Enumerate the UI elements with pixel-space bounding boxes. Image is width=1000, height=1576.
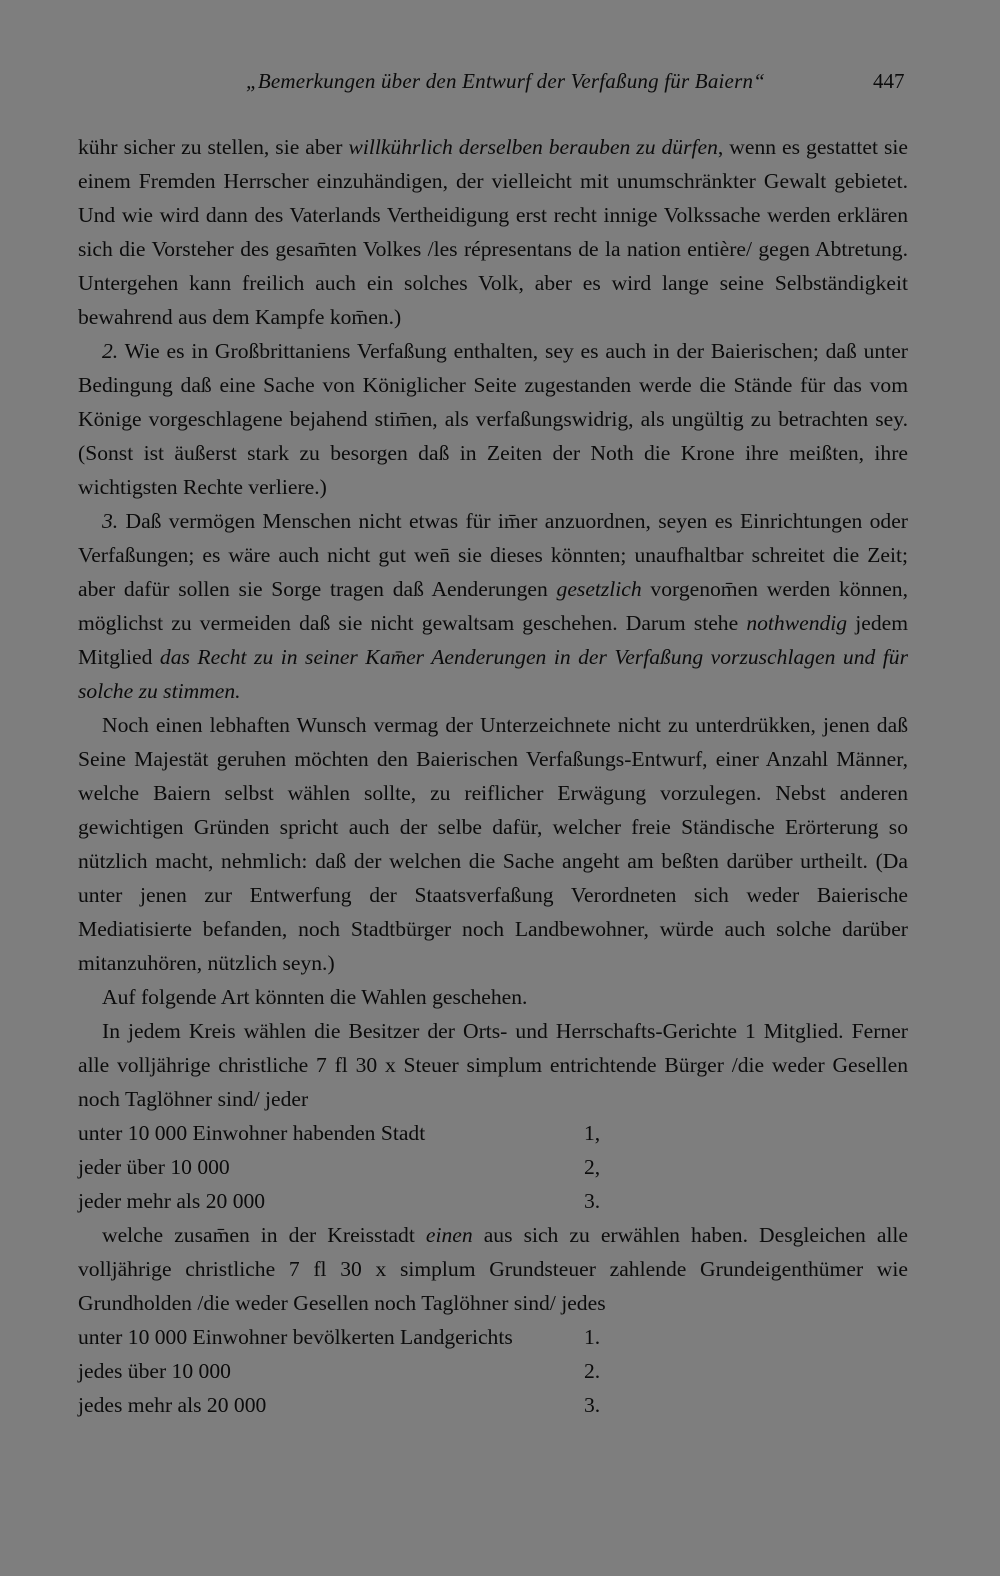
emphasis: einen [425, 1223, 473, 1247]
point-number: 3. [102, 509, 119, 533]
table-row: unter 10 000 Einwohner habenden Stadt 1, [78, 1121, 601, 1145]
emphasis: nothwendig [746, 611, 848, 635]
page-number: 447 [873, 69, 905, 93]
table-row: jeder über 10 000 2, [78, 1155, 601, 1179]
paragraph-6: In jedem Kreis wählen die Besitzer der Orts- und Herrschafts-Gerichte 1 Mitglied. Ferner alle volljährige christliche 7 fl 30 x Steuer simplum entrichtende Bürger /die weder Gesellen noch Taglöhner sind/ jeder [78, 1019, 908, 1111]
emphasis: das Recht zu in seiner Kam̄er Aenderungen in der Verfaßung vorzuschlagen und für solche zu stimmen. [78, 645, 909, 703]
emphasis: gesetzlich [556, 577, 642, 601]
running-head: „Bemerkungen über den Entwurf der Verfaßung für Baiern“ [246, 69, 766, 93]
page-header [0, 64, 1000, 98]
paragraph-5: Auf folgende Art könnten die Wahlen geschehen. [102, 985, 528, 1009]
paragraph-point-3: 3. Daß vermögen Menschen nicht etwas für im̄er anzuordnen, seyen es Einrichtungen oder Verfaßungen; es wäre auch nicht gut wen̄ sie dieses könnten; unaufhaltbar schreitet die Zeit; aber dafür sollen sie Sorge tragen daß Aenderungen gesetzlich vorgenom̄en werden können, möglichst zu vermeiden daß sie nicht gewaltsam geschehen. Darum stehe nothwendig jedem Mitglied das Recht zu in seiner Kam̄er Aenderungen in der Verfaßung vorzuschlagen und für solche zu stimmen. [78, 509, 909, 703]
table-row: jeder mehr als 20 000 3. [78, 1189, 601, 1213]
point-number: 2. [102, 339, 119, 363]
table-land [78, 1320, 618, 1422]
table-stadt [78, 1116, 618, 1218]
emphasis: willkührlich derselben berauben zu dürfen [348, 135, 718, 159]
body-text [78, 130, 908, 1422]
table-row: jedes über 10 000 2. [78, 1359, 601, 1383]
paragraph-1: kühr sicher zu stellen, sie aber willkührlich derselben berauben zu dürfen, wenn es gestattet sie einem Fremden Herrscher einzuhändigen, der vielleicht mit unumschränkter Gewalt gebietet. Und wie wird dann des Vaterlands Vertheidigung erst recht innige Volkssache werden erklären sich die Vorsteher des gesam̄ten Volkes /les répresentans de la nation entière/ gegen Abtretung. Untergehen kann freilich auch ein solches Volk, aber es wird lange seine Selbständigkeit bewahrend aus dem Kampfe kom̄en.) [78, 135, 908, 329]
table-row: unter 10 000 Einwohner bevölkerten Landgerichts 1. [78, 1325, 601, 1349]
paragraph-4: Noch einen lebhaften Wunsch vermag der Unterzeichnete nicht zu unterdrükken, jenen daß Seine Majestät geruhen möchten den Baierischen Verfaßungs-Entwurf, einer Anzahl Männer, welche Baiern selbst wählen sollte, zu reiflicher Erwägung vorzulegen. Nebst anderen gewichtigen Gründen spricht auch der selbe dafür, welcher freie Ständische Erörterung so nützlich macht, nehmlich: daß der welchen die Sache angeht am beßten darüber urtheilt. (Da unter jenen zur Entwerfung der Staatsverfaßung Verordneten sich weder Baierische Mediatisierte befanden, noch Stadtbürger noch Landbewohner, würde auch solche darüber mitanzuhören, nützlich seyn.) [78, 713, 908, 975]
table-row: jedes mehr als 20 000 3. [78, 1393, 601, 1417]
paragraph-7: welche zusam̄en in der Kreisstadt einen aus sich zu erwählen haben. Desgleichen alle volljährige christliche 7 fl 30 x simplum Grundsteuer zahlende Grundeigenthümer wie Grundholden /die weder Gesellen noch Taglöhner sind/ jedes [78, 1223, 908, 1315]
paragraph-point-2: 2. Wie es in Großbrittaniens Verfaßung enthalten, sey es auch in der Baierischen; daß unter Bedingung daß eine Sache von Königlicher Seite zugestanden werde die Stände für das vom Könige vorgeschlagene bejahend stim̄en, als verfaßungswidrig, als ungültig zu betrachten sey. (Sonst ist äußerst stark zu besorgen daß in Zeiten der Noth die Krone ihre meißten, ihre wichtigsten Rechte verliere.) [78, 339, 908, 499]
